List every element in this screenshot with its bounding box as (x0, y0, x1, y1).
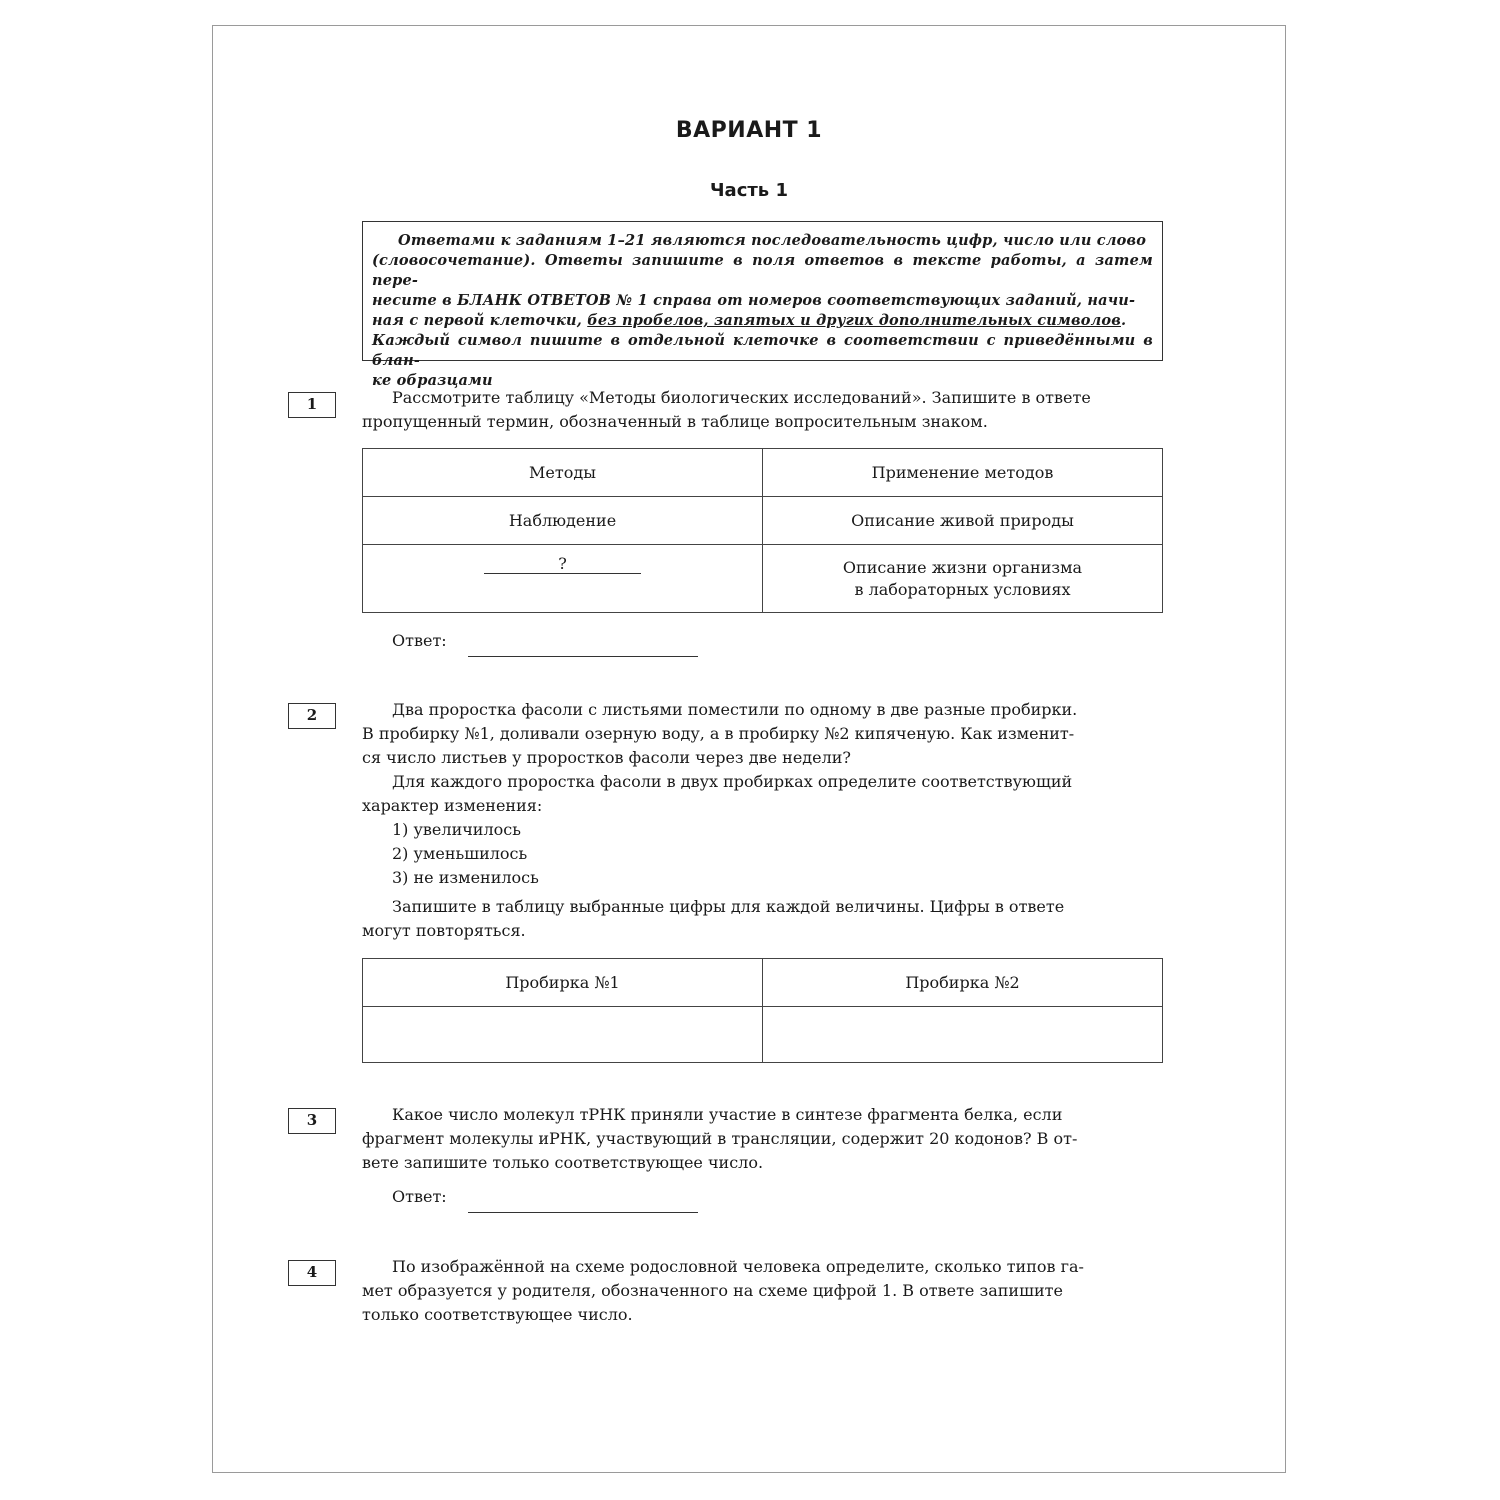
instructions-line: ке образцами (372, 372, 493, 389)
table-header-tube-2: Пробирка №2 (763, 959, 1163, 1007)
table-cell-method: Наблюдение (363, 497, 763, 545)
missing-term-blank: ? (484, 555, 641, 574)
q2-option: 1) увеличилось (392, 820, 521, 839)
table-header-usage: Применение методов (763, 449, 1163, 497)
instructions-line: (словосочетание). Ответы запишите в поля ответов в тексте работы, а затем пере- (372, 252, 1153, 289)
table-cell-usage: Описание живой природы (763, 497, 1163, 545)
q2-line: ся число листьев у проростков фасоли через две недели? (362, 748, 852, 767)
q1-line: Рассмотрите таблицу «Методы биологических исследований». Запишите в ответе (392, 388, 1091, 407)
table-cell-method-missing (363, 545, 763, 613)
q2-line: Два проростка фасоли с листьями поместили по одному в две разные пробирки. (392, 700, 1078, 719)
table-cell-usage (763, 545, 1163, 613)
instructions-line: Ответами к заданиям 1–21 являются последовательность цифр, число или слово (398, 232, 1147, 249)
question-number-3: 3 (288, 1108, 336, 1134)
table-header-methods: Методы (363, 449, 763, 497)
q4-line: мет образуется у родителя, обозначенного на схеме цифрой 1. В ответе запишите (362, 1281, 1063, 1300)
table-cell-line: в лабораторных условиях (854, 579, 1071, 599)
methods-table (362, 448, 1163, 613)
question-number-2: 2 (288, 703, 336, 729)
q3-line: Какое число молекул тРНК приняли участие в синтезе фрагмента белка, если (392, 1105, 1063, 1124)
instructions-underlined: без пробелов, запятых и других дополнительных символов (587, 312, 1121, 329)
q2-line: характер изменения: (362, 796, 543, 815)
question-3-text (362, 1103, 1163, 1175)
q2-option: 2) уменьшилось (392, 844, 528, 863)
q3-line: фрагмент молекулы иРНК, участвующий в трансляции, содержит 20 кодонов? В от- (362, 1129, 1078, 1148)
answer-label-3: Ответ: (392, 1187, 447, 1206)
answer-field-1[interactable] (468, 656, 698, 657)
question-number-4: 4 (288, 1260, 336, 1286)
answer-cell-tube-2[interactable] (763, 1007, 1163, 1063)
q2-line: Запишите в таблицу выбранные цифры для каждой величины. Цифры в ответе (392, 897, 1065, 916)
answer-cell-tube-1[interactable] (363, 1007, 763, 1063)
q2-line: могут повторяться. (362, 921, 526, 940)
part-title: Часть 1 (710, 180, 788, 201)
question-1-text (362, 386, 1163, 434)
table-header-tube-1: Пробирка №1 (363, 959, 763, 1007)
q3-line: вете запишите только соответствующее число. (362, 1153, 764, 1172)
instructions-box (362, 221, 1163, 389)
variant-title: ВАРИАНТ 1 (675, 118, 823, 143)
q2-line: В пробирку №1, доливали озерную воду, а в пробирку №2 кипяченую. Как изменит- (362, 724, 1075, 743)
instructions-line: . (1120, 312, 1127, 329)
q2-line: Для каждого проростка фасоли в двух пробирках определите соответствующий (392, 772, 1073, 791)
q4-line: только соответствующее число. (362, 1305, 633, 1324)
q4-line: По изображённой на схеме родословной человека определите, сколько типов га- (392, 1257, 1084, 1276)
instructions-line: ная с первой клеточки, (372, 312, 588, 329)
answer-label-1: Ответ: (392, 631, 447, 650)
question-number-1: 1 (288, 392, 336, 418)
instructions-line: Каждый символ пишите в отдельной клеточке в соответствии с приведёнными в блан- (372, 332, 1153, 369)
q2-option: 3) не изменилось (392, 868, 539, 887)
answer-field-3[interactable] (468, 1212, 698, 1213)
question-4-text (362, 1255, 1163, 1327)
q1-line: пропущенный термин, обозначенный в таблице вопросительным знаком. (362, 412, 988, 431)
question-2-text (362, 698, 1163, 890)
question-2-instruction (362, 895, 1163, 943)
table-cell-line: Описание жизни организма (842, 557, 1083, 577)
instructions-line: несите в БЛАНК ОТВЕТОВ № 1 справа от номеров соответствующих заданий, начи- (372, 292, 1136, 309)
test-tubes-table (362, 958, 1163, 1063)
